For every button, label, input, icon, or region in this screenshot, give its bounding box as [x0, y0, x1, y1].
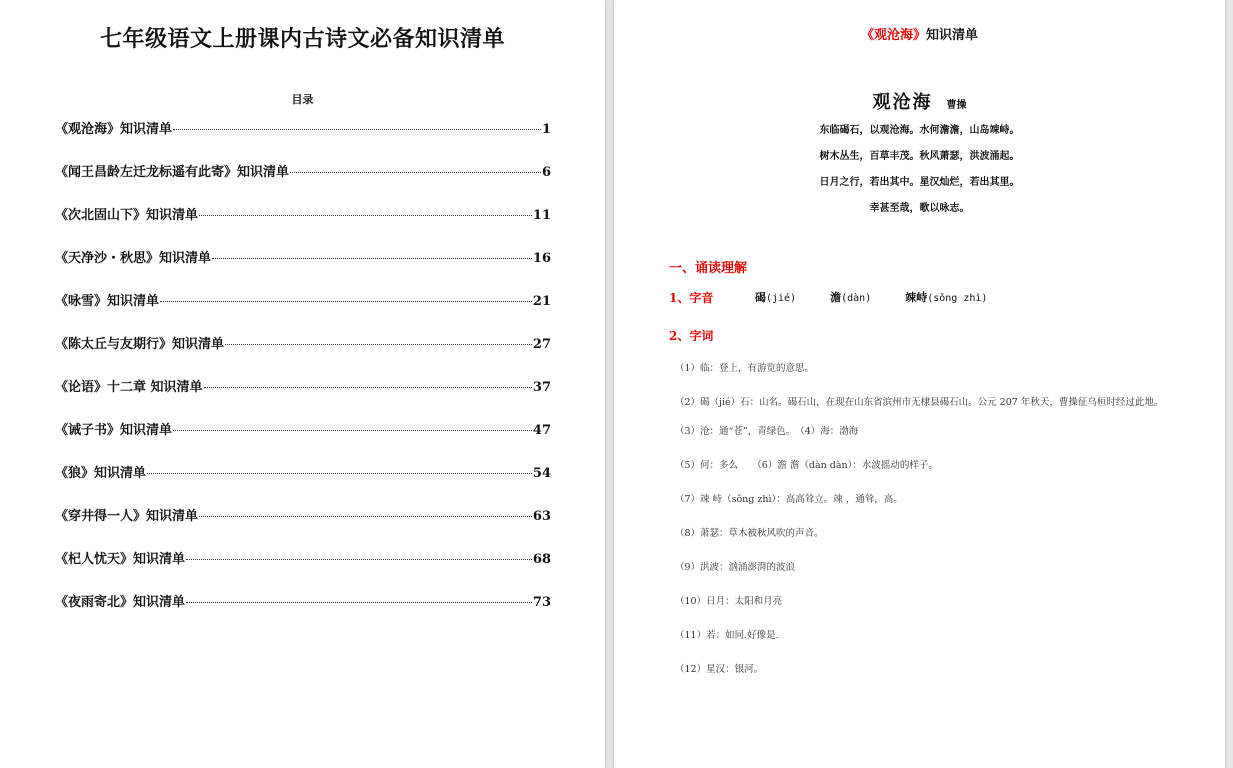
- toc-entry[interactable]: [55, 505, 551, 548]
- poem-line: 树木丛生，百草丰茂。秋风萧瑟，洪波涌起。: [819, 151, 1020, 162]
- vocabulary-item: （3）沧：通“苍”，青绿色。 （4）海：渤海: [675, 426, 859, 437]
- pronunciation-list: [755, 289, 987, 305]
- poem-line: 日月之行，若出其中。星汉灿烂，若出其里。: [819, 177, 1020, 188]
- toc-entry[interactable]: [55, 591, 551, 634]
- toc-entry-label: 《杞人忧天》知识清单: [55, 552, 186, 567]
- subsection-pronunciation: 1、字音: [669, 291, 714, 305]
- toc-entry-label: 《陈太丘与友期行》知识清单: [55, 337, 225, 352]
- toc-entry-label: 《狼》知识清单: [55, 466, 147, 481]
- toc-entry[interactable]: [55, 462, 551, 505]
- vocabulary-item: （7）竦 峙（sǒng zhì）：高高耸立。竦 ，通耸，高。: [675, 494, 903, 505]
- toc-leader-dots: [225, 344, 532, 345]
- toc-entry-label: 《天净沙・秋思》知识清单: [55, 251, 212, 266]
- vocabulary-item: （2）碣（jié）石：山名。碣石山，在现在山东省滨州市无棣县碣石山。公元 207 年秋天，曹操征乌桓时经过此地。: [675, 397, 1164, 408]
- document-title: 七年级语文上册课内古诗文必备知识清单: [99, 26, 505, 52]
- pronunciation-char: 碣: [755, 291, 766, 304]
- poem-title: 观沧海: [872, 92, 933, 113]
- toc-entry-page: 37: [532, 380, 551, 395]
- toc-leader-dots: [173, 129, 541, 130]
- section-heading: 一、诵读理解: [669, 261, 748, 276]
- vocabulary-item: （11）若：如同.好像是.: [675, 630, 779, 641]
- document-page-right: [614, 0, 1225, 768]
- poem-line: 东临碣石，以观沧海。水何澹澹，山岛竦峙。: [819, 125, 1020, 136]
- toc-entry-page: 16: [532, 251, 551, 266]
- page-header: [614, 24, 1225, 43]
- poem-body: [614, 122, 1225, 226]
- toc-entry[interactable]: [55, 376, 551, 419]
- toc-heading: 目录: [291, 93, 314, 106]
- toc-entry-label: 《咏雪》知识清单: [55, 294, 160, 309]
- toc-entry[interactable]: [55, 548, 551, 591]
- subsection-vocabulary: 2、字词: [669, 329, 714, 343]
- toc-leader-dots: [199, 516, 532, 517]
- toc-entry[interactable]: [55, 290, 551, 333]
- toc-leader-dots: [147, 473, 532, 474]
- toc-entry[interactable]: [55, 118, 551, 161]
- toc-leader-dots: [186, 602, 532, 603]
- toc-leader-dots: [199, 215, 532, 216]
- vocabulary-list: [675, 360, 1195, 695]
- toc-entry-page: 63: [532, 509, 551, 524]
- pronunciation-item: [755, 289, 796, 305]
- toc-entry-page: 6: [541, 165, 551, 180]
- document-page-left: [0, 0, 605, 768]
- toc-leader-dots: [173, 430, 532, 431]
- toc-entry[interactable]: [55, 247, 551, 290]
- vocabulary-item: （1）临：登上，有游览的意思。: [675, 363, 815, 374]
- toc-entry-label: 《夜雨寄北》知识清单: [55, 595, 186, 610]
- toc-entry-label: 《穿井得一人》知识清单: [55, 509, 199, 524]
- toc-entry-label: 《观沧海》知识清单: [55, 122, 173, 137]
- header-poem-name: 《观沧海》: [860, 28, 926, 43]
- pronunciation-pinyin: (sǒng zhì): [927, 293, 988, 304]
- toc-entry-page: 73: [532, 595, 551, 610]
- poem-author: 曹操: [946, 100, 967, 111]
- poem-heading: [614, 88, 1225, 114]
- poem-line: 幸甚至哉，歌以咏志。: [869, 203, 970, 214]
- vocabulary-item: （5）何：多么 （6）澹 澹（dàn dàn）：水波摇动的样子。: [675, 460, 938, 471]
- toc-entry-page: 1: [541, 122, 551, 137]
- toc-entry-page: 54: [532, 466, 551, 481]
- toc-entry-page: 27: [532, 337, 551, 352]
- toc-entry[interactable]: [55, 419, 551, 462]
- toc-entry-label: 《闻王昌龄左迁龙标遥有此寄》知识清单: [55, 165, 290, 180]
- toc-entry[interactable]: [55, 333, 551, 376]
- toc-entry-page: 21: [532, 294, 551, 309]
- pronunciation-item: [905, 289, 987, 305]
- vocabulary-item: （9）洪波：汹涌澎湃的波浪: [675, 562, 796, 573]
- pronunciation-item: [830, 289, 871, 305]
- toc-leader-dots: [204, 387, 532, 388]
- table-of-contents: [55, 118, 551, 634]
- toc-entry-page: 68: [532, 552, 551, 567]
- header-suffix: 知识清单: [926, 28, 979, 43]
- vocabulary-item: （10）日月：太阳和月亮: [675, 596, 783, 607]
- toc-entry-label: 《次北固山下》知识清单: [55, 208, 199, 223]
- vocabulary-item: （8）萧瑟：草木被秋风吹的声音。: [675, 528, 824, 539]
- toc-entry[interactable]: [55, 204, 551, 247]
- toc-leader-dots: [290, 172, 541, 173]
- pronunciation-char: 竦峙: [905, 291, 928, 304]
- toc-entry-page: 11: [532, 208, 551, 223]
- pronunciation-pinyin: (jié): [766, 293, 797, 304]
- toc-entry[interactable]: [55, 161, 551, 204]
- toc-leader-dots: [160, 301, 532, 302]
- toc-entry-page: 47: [532, 423, 551, 438]
- toc-entry-label: 《论语》十二章 知识清单: [55, 380, 203, 395]
- toc-leader-dots: [212, 258, 532, 259]
- pronunciation-pinyin: (dàn): [841, 293, 872, 304]
- toc-leader-dots: [186, 559, 532, 560]
- toc-entry-label: 《诫子书》知识清单: [55, 423, 173, 438]
- vocabulary-item: （12）星汉：银河。: [675, 664, 764, 675]
- pronunciation-char: 澹: [830, 291, 842, 304]
